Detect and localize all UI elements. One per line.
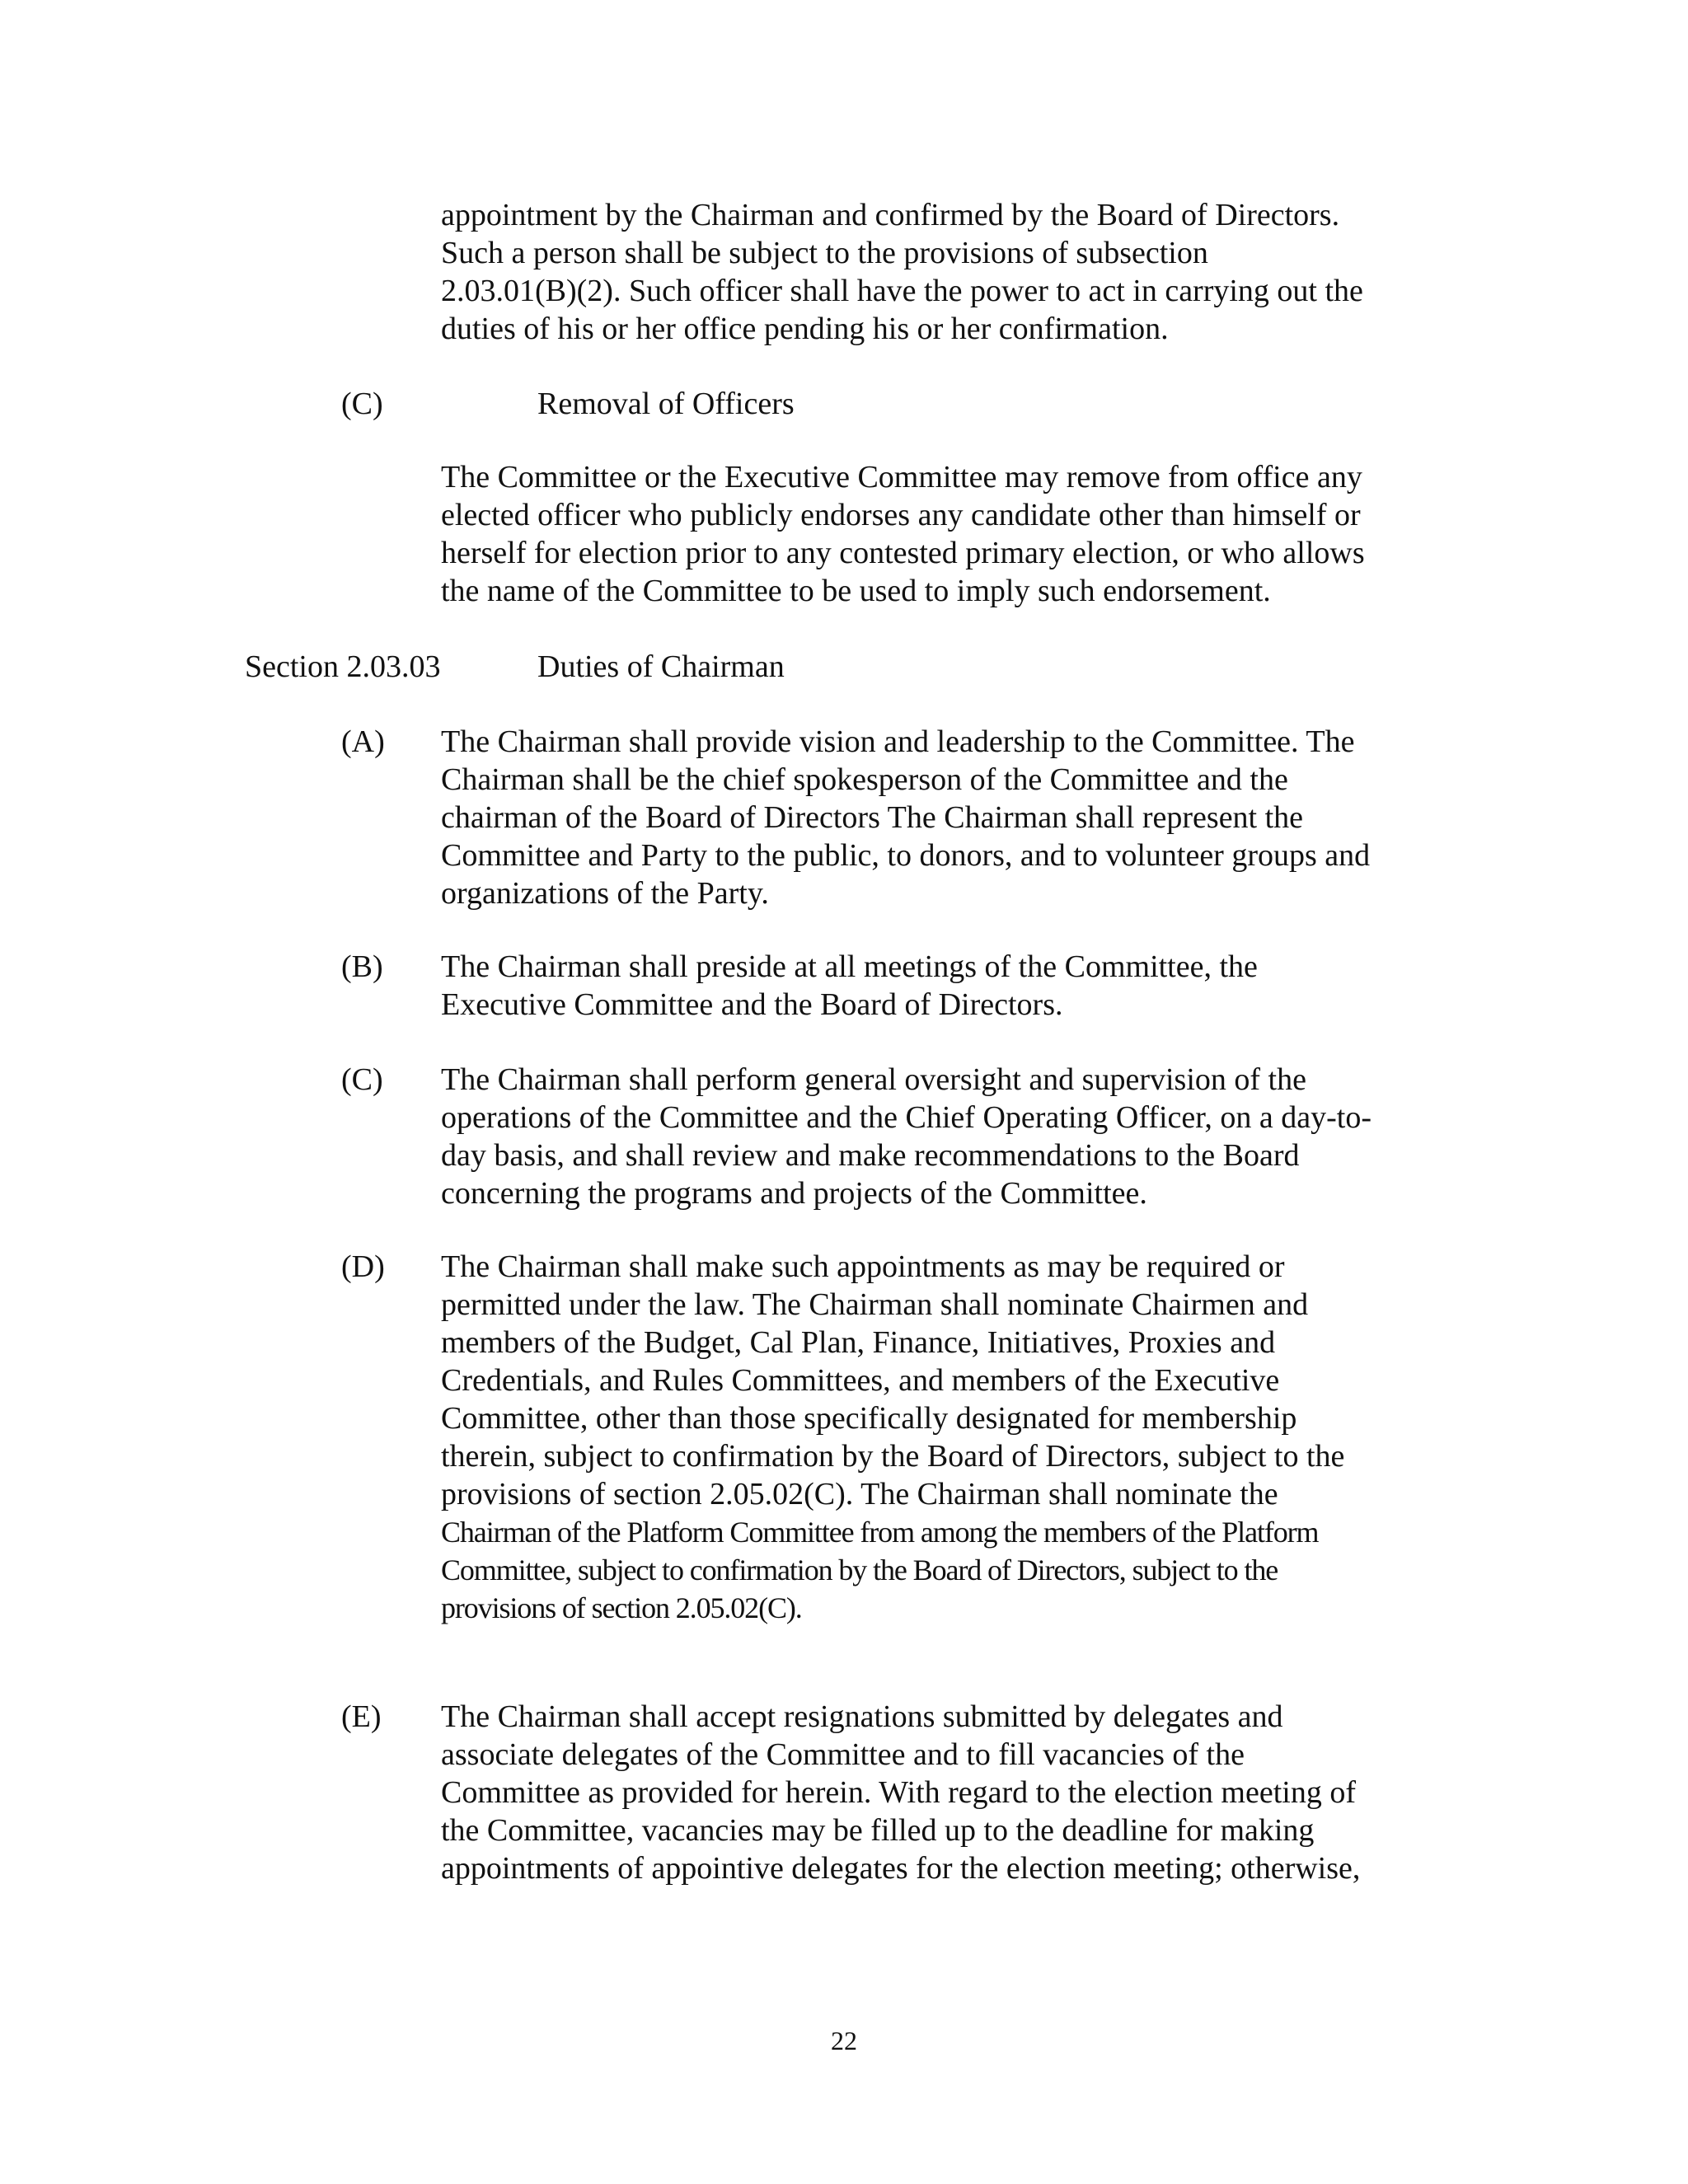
- item-e-label: (E): [341, 1699, 382, 1734]
- text-line: Committee, other than those specifically designated for membership: [441, 1401, 1297, 1436]
- text-line: Chairman of the Platform Committee from among the members of the Platform: [441, 1516, 1319, 1549]
- item-a-paragraph: [441, 723, 1430, 912]
- subsection-c-heading: Removal of Officers: [537, 387, 795, 421]
- item-b-label: (B): [341, 949, 383, 984]
- intro-paragraph: [441, 196, 1430, 348]
- text-line: elected officer who publicly endorses any candidate other than himself or: [441, 498, 1361, 532]
- text-line: Such a person shall be subject to the provisions of subsection: [441, 236, 1208, 270]
- item-c-label: (C): [341, 1062, 383, 1097]
- text-line: herself for election prior to any contested primary election, or who allows: [441, 536, 1365, 570]
- text-line: provisions of section 2.05.02(C). The Chairman shall nominate the: [441, 1477, 1278, 1511]
- text-line: members of the Budget, Cal Plan, Finance, Initiatives, Proxies and: [441, 1325, 1276, 1360]
- subsection-c-label: (C): [341, 387, 383, 421]
- item-b-paragraph: [441, 948, 1430, 1024]
- text-line: Executive Committee and the Board of Directors.: [441, 987, 1063, 1022]
- section-title: Duties of Chairman: [537, 649, 785, 684]
- removal-paragraph: [441, 458, 1430, 610]
- text-line: duties of his or her office pending his or her confirmation.: [441, 312, 1169, 346]
- text-line: The Chairman shall provide vision and leadership to the Committee. The: [441, 724, 1355, 759]
- text-line: The Committee or the Executive Committee may remove from office any: [441, 460, 1362, 494]
- text-line: 2.03.01(B)(2). Such officer shall have the power to act in carrying out the: [441, 274, 1363, 308]
- text-line: day basis, and shall review and make recommendations to the Board: [441, 1138, 1300, 1173]
- item-c-paragraph: [441, 1061, 1430, 1212]
- text-line: chairman of the Board of Directors The Chairman shall represent the: [441, 800, 1304, 835]
- text-line: associate delegates of the Committee and to fill vacancies of the: [441, 1737, 1245, 1772]
- text-line: Committee, subject to confirmation by the Board of Directors, subject to the: [441, 1554, 1278, 1586]
- text-line: organizations of the Party.: [441, 876, 769, 911]
- text-line: permitted under the law. The Chairman shall nominate Chairmen and: [441, 1287, 1309, 1322]
- text-line: The Chairman shall make such appointments as may be required or: [441, 1249, 1285, 1284]
- text-line: provisions of section 2.05.02(C).: [441, 1591, 802, 1624]
- page-number: 22: [831, 2026, 857, 2055]
- text-line: appointments of appointive delegates for the election meeting; otherwise,: [441, 1851, 1361, 1886]
- text-line: appointment by the Chairman and confirmed by the Board of Directors.: [441, 198, 1340, 232]
- text-line: The Chairman shall preside at all meetings of the Committee, the: [441, 949, 1258, 984]
- text-line: Committee and Party to the public, to donors, and to volunteer groups and: [441, 838, 1371, 873]
- text-line: The Chairman shall perform general oversight and supervision of the: [441, 1062, 1306, 1097]
- text-line: Credentials, and Rules Committees, and members of the Executive: [441, 1363, 1280, 1398]
- item-a-label: (A): [341, 724, 385, 759]
- item-d-label: (D): [341, 1249, 385, 1284]
- section-number: Section 2.03.03: [245, 649, 441, 684]
- text-line: Chairman shall be the chief spokesperson of the Committee and the: [441, 762, 1288, 797]
- text-line: therein, subject to confirmation by the Board of Directors, subject to the: [441, 1439, 1345, 1474]
- text-line: the name of the Committee to be used to imply such endorsement.: [441, 574, 1271, 608]
- text-line: concerning the programs and projects of the Committee.: [441, 1176, 1147, 1211]
- item-e-paragraph: [441, 1698, 1430, 1887]
- text-line: operations of the Committee and the Chief Operating Officer, on a day-to-: [441, 1100, 1372, 1135]
- text-line: The Chairman shall accept resignations submitted by delegates and: [441, 1699, 1283, 1734]
- item-d-paragraph: [441, 1248, 1430, 1627]
- text-line: Committee as provided for herein. With regard to the election meeting of: [441, 1775, 1356, 1810]
- text-line: the Committee, vacancies may be filled up to the deadline for making: [441, 1813, 1315, 1848]
